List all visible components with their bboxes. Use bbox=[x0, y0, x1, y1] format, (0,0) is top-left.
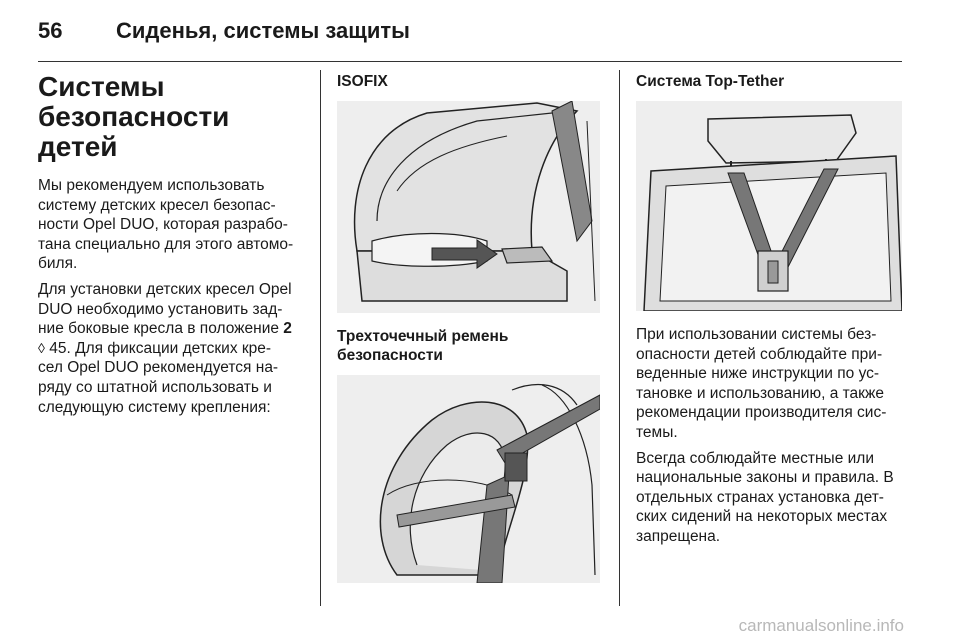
column-2 bbox=[337, 72, 603, 583]
text-line: опасности детей соблюдайте при- bbox=[636, 345, 883, 363]
three-point-belt-title bbox=[337, 327, 603, 365]
text-line: следующую систему крепления: bbox=[38, 398, 271, 416]
page-reference-text: 45. Для фиксации детских кре- bbox=[49, 339, 272, 357]
three-point-belt-illustration bbox=[337, 375, 600, 583]
heading-line-1: Системы bbox=[38, 71, 165, 102]
text-line: ских сидений на некоторых местах bbox=[636, 508, 888, 526]
text-line: рекомендации производителя сис- bbox=[636, 404, 887, 422]
column-divider-2 bbox=[619, 70, 620, 606]
column-3 bbox=[636, 72, 902, 553]
text-line: биля. bbox=[38, 255, 78, 273]
text-line: ности Opel DUO, которая разрабо- bbox=[38, 216, 288, 234]
text-line: тана специально для этого автомо- bbox=[38, 235, 294, 253]
belt-title-line-2: безопасности bbox=[337, 347, 443, 364]
tether-instructions-paragraph bbox=[636, 325, 902, 443]
text-line: темы. bbox=[636, 423, 678, 441]
intro-paragraph bbox=[38, 176, 310, 274]
page-reference-arrow-icon[interactable]: ◊ bbox=[38, 339, 45, 356]
text-line: Всегда соблюдайте местные или bbox=[636, 449, 874, 467]
text-line: При использовании системы без- bbox=[636, 326, 877, 343]
text-line: запрещена. bbox=[636, 527, 721, 545]
section-heading bbox=[38, 72, 310, 162]
text-line: ряду со штатной использовать и bbox=[38, 378, 272, 396]
text-line: ние боковые кресла в положение bbox=[38, 320, 279, 338]
text-line: национальные законы и правила. В bbox=[636, 469, 894, 487]
top-tether-illustration bbox=[636, 101, 902, 311]
column-divider-1 bbox=[320, 70, 321, 606]
column-1 bbox=[38, 72, 310, 423]
text-line: Мы рекомендуем использовать bbox=[38, 177, 265, 194]
running-head: Сиденья, системы защиты bbox=[116, 18, 410, 43]
seat-position-number: 2 bbox=[283, 320, 292, 338]
text-line: тановке и использованию, а также bbox=[636, 384, 884, 402]
top-tether-title: Система Top-Tether bbox=[636, 73, 785, 90]
belt-title-line-1: Трехточечный ремень bbox=[337, 328, 509, 345]
text-line: отдельных странах установка дет- bbox=[636, 488, 884, 506]
text-line: веденные ниже инструкции по ус- bbox=[636, 365, 880, 383]
text-line: Для установки детских кресел Opel bbox=[38, 280, 292, 298]
heading-line-2: безопасности детей bbox=[38, 101, 230, 162]
header-rule bbox=[38, 61, 902, 62]
isofix-title: ISOFIX bbox=[337, 73, 388, 90]
legal-paragraph bbox=[636, 449, 902, 547]
page-number: 56 bbox=[38, 18, 63, 43]
text-line: DUO необходимо установить зад- bbox=[38, 300, 283, 318]
watermark: carmanualsonline.info bbox=[738, 616, 904, 635]
text-line: систему детских кресел безопас- bbox=[38, 196, 276, 214]
text-line: сел Opel DUO рекомендуется на- bbox=[38, 359, 279, 377]
isofix-illustration bbox=[337, 101, 600, 313]
installation-paragraph bbox=[38, 280, 310, 417]
